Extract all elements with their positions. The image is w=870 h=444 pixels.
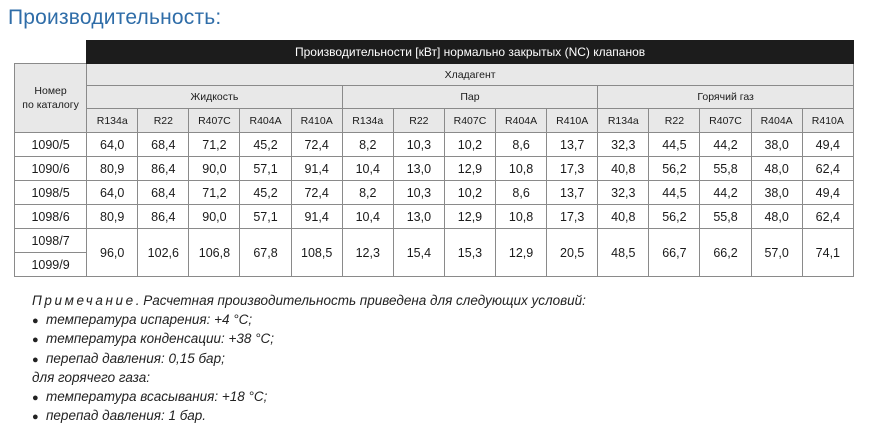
- refrigerant-code-header: R407C: [444, 109, 495, 133]
- value-cell: 44,2: [700, 181, 751, 205]
- table-caption-spacer: [15, 41, 87, 64]
- note-item-text: перепад давления: 0,15 бар;: [46, 350, 225, 366]
- value-cell: 62,4: [802, 157, 853, 181]
- value-cell: 12,9: [444, 157, 495, 181]
- value-cell: 90,0: [189, 157, 240, 181]
- value-cell: 32,3: [598, 133, 649, 157]
- value-cell: 108,5: [291, 229, 342, 277]
- value-cell: 55,8: [700, 157, 751, 181]
- note-item: [32, 350, 586, 370]
- note-item: [32, 311, 586, 331]
- catalog-number-cell: 1098/5: [15, 181, 87, 205]
- value-cell: 17,3: [547, 157, 598, 181]
- refrigerant-code-header: R407C: [189, 109, 240, 133]
- value-cell: 10,3: [393, 133, 444, 157]
- refrigerant-code-header: R404A: [496, 109, 547, 133]
- note-label: Примечание: [32, 293, 136, 308]
- refrigerant-code-header: R134a: [87, 109, 138, 133]
- value-cell: 10,4: [342, 157, 393, 181]
- bullet-icon: ●: [32, 411, 39, 423]
- value-cell: 38,0: [751, 133, 802, 157]
- note-item: [32, 330, 586, 350]
- value-cell: 10,8: [496, 157, 547, 181]
- catalog-header-line-1: Номер: [34, 85, 67, 97]
- note-item-text: температура конденсации: +38 °С;: [46, 331, 275, 346]
- value-cell: 62,4: [802, 205, 853, 229]
- value-cell: 8,6: [496, 181, 547, 205]
- value-cell: 90,0: [189, 205, 240, 229]
- bullet-icon: ●: [32, 314, 39, 327]
- catalog-number-cell: 1098/7: [15, 229, 87, 253]
- catalog-number-cell: 1098/6: [15, 205, 87, 229]
- refrigerant-code-header: R410A: [547, 109, 598, 133]
- value-cell: 32,3: [598, 181, 649, 205]
- value-cell: 10,4: [342, 205, 393, 229]
- value-cell: 57,0: [751, 229, 802, 277]
- value-cell: 86,4: [138, 157, 189, 181]
- value-cell: 86,4: [138, 205, 189, 229]
- value-cell: 71,2: [189, 181, 240, 205]
- value-cell: 45,2: [240, 133, 291, 157]
- value-cell: 71,2: [189, 133, 240, 157]
- value-cell: 91,4: [291, 205, 342, 229]
- value-cell: 10,3: [393, 181, 444, 205]
- refrigerant-code-header: R134a: [342, 109, 393, 133]
- refrigerant-code-header: R410A: [291, 109, 342, 133]
- value-cell: 68,4: [138, 181, 189, 205]
- value-cell: 10,2: [444, 133, 495, 157]
- value-cell: 44,5: [649, 181, 700, 205]
- refrigerant-code-header: R410A: [802, 109, 853, 133]
- note-item-text: температура испарения: +4 °С;: [46, 311, 253, 327]
- refrigerant-code-header: R22: [649, 109, 700, 133]
- value-cell: 80,9: [87, 205, 138, 229]
- page-title: Производительность:: [8, 6, 222, 29]
- group-header: Пар: [342, 86, 598, 109]
- value-cell: 57,1: [240, 205, 291, 229]
- performance-table: [14, 40, 854, 277]
- value-cell: 12,3: [342, 229, 393, 277]
- value-cell: 12,9: [444, 205, 495, 229]
- value-cell: 74,1: [802, 229, 853, 277]
- value-cell: 72,4: [291, 181, 342, 205]
- value-cell: 56,2: [649, 205, 700, 229]
- value-cell: 40,8: [598, 157, 649, 181]
- refrigerant-code-header: R407C: [700, 109, 751, 133]
- value-cell: 20,5: [547, 229, 598, 277]
- note-item-text: температура всасывания: +18 °С;: [46, 388, 268, 404]
- value-cell: 67,8: [240, 229, 291, 277]
- table-row: [15, 133, 854, 157]
- catalog-number-header: [15, 64, 87, 133]
- value-cell: 8,2: [342, 181, 393, 205]
- refrigerant-code-header: R22: [138, 109, 189, 133]
- value-cell: 68,4: [138, 133, 189, 157]
- value-cell: 38,0: [751, 181, 802, 205]
- table-row: [15, 229, 854, 253]
- value-cell: 48,0: [751, 205, 802, 229]
- group-header: Жидкость: [87, 86, 343, 109]
- catalog-number-cell: 1090/6: [15, 157, 87, 181]
- table-row: [15, 181, 854, 205]
- value-cell: 106,8: [189, 229, 240, 277]
- bullet-icon: ●: [32, 334, 39, 346]
- value-cell: 8,2: [342, 133, 393, 157]
- value-cell: 40,8: [598, 205, 649, 229]
- group-header: Горячий газ: [598, 86, 854, 109]
- value-cell: 96,0: [87, 229, 138, 277]
- value-cell: 10,8: [496, 205, 547, 229]
- value-cell: 13,0: [393, 157, 444, 181]
- note-item: [32, 407, 586, 427]
- value-cell: 66,7: [649, 229, 700, 277]
- value-cell: 13,7: [547, 181, 598, 205]
- value-cell: 10,2: [444, 181, 495, 205]
- table-row: [15, 157, 854, 181]
- value-cell: 91,4: [291, 157, 342, 181]
- value-cell: 57,1: [240, 157, 291, 181]
- value-cell: 15,4: [393, 229, 444, 277]
- value-cell: 66,2: [700, 229, 751, 277]
- value-cell: 64,0: [87, 133, 138, 157]
- value-cell: 17,3: [547, 205, 598, 229]
- refrigerant-code-header: R404A: [751, 109, 802, 133]
- value-cell: 15,3: [444, 229, 495, 277]
- note-block: [32, 292, 586, 427]
- note-item: [32, 388, 586, 408]
- value-cell: 64,0: [87, 181, 138, 205]
- value-cell: 8,6: [496, 133, 547, 157]
- value-cell: 44,2: [700, 133, 751, 157]
- value-cell: 80,9: [87, 157, 138, 181]
- value-cell: 72,4: [291, 133, 342, 157]
- note-item-text: перепад давления: 1 бар.: [46, 408, 207, 423]
- bullet-icon: ●: [32, 353, 39, 366]
- value-cell: 13,7: [547, 133, 598, 157]
- value-cell: 49,4: [802, 181, 853, 205]
- value-cell: 45,2: [240, 181, 291, 205]
- table-caption: Производительности [кВт] нормально закрытых (NC) клапанов: [87, 41, 854, 64]
- refrigerant-code-header: R404A: [240, 109, 291, 133]
- value-cell: 12,9: [496, 229, 547, 277]
- refrigerant-header: Хладагент: [87, 64, 854, 86]
- value-cell: 49,4: [802, 133, 853, 157]
- catalog-number-cell: 1090/5: [15, 133, 87, 157]
- table-row: [15, 205, 854, 229]
- value-cell: 44,5: [649, 133, 700, 157]
- value-cell: 13,0: [393, 205, 444, 229]
- note-heading: [32, 292, 586, 311]
- refrigerant-code-header: R134a: [598, 109, 649, 133]
- bullet-icon: ●: [32, 391, 39, 404]
- catalog-number-cell: 1099/9: [15, 253, 87, 277]
- catalog-header-line-2: по каталогу: [22, 99, 79, 111]
- note-subhead: для горячего газа:: [32, 370, 150, 385]
- value-cell: 102,6: [138, 229, 189, 277]
- value-cell: 56,2: [649, 157, 700, 181]
- value-cell: 48,5: [598, 229, 649, 277]
- note-intro: . Расчетная производительность приведена для следующих условий:: [135, 293, 586, 308]
- value-cell: 55,8: [700, 205, 751, 229]
- value-cell: 48,0: [751, 157, 802, 181]
- refrigerant-code-header: R22: [393, 109, 444, 133]
